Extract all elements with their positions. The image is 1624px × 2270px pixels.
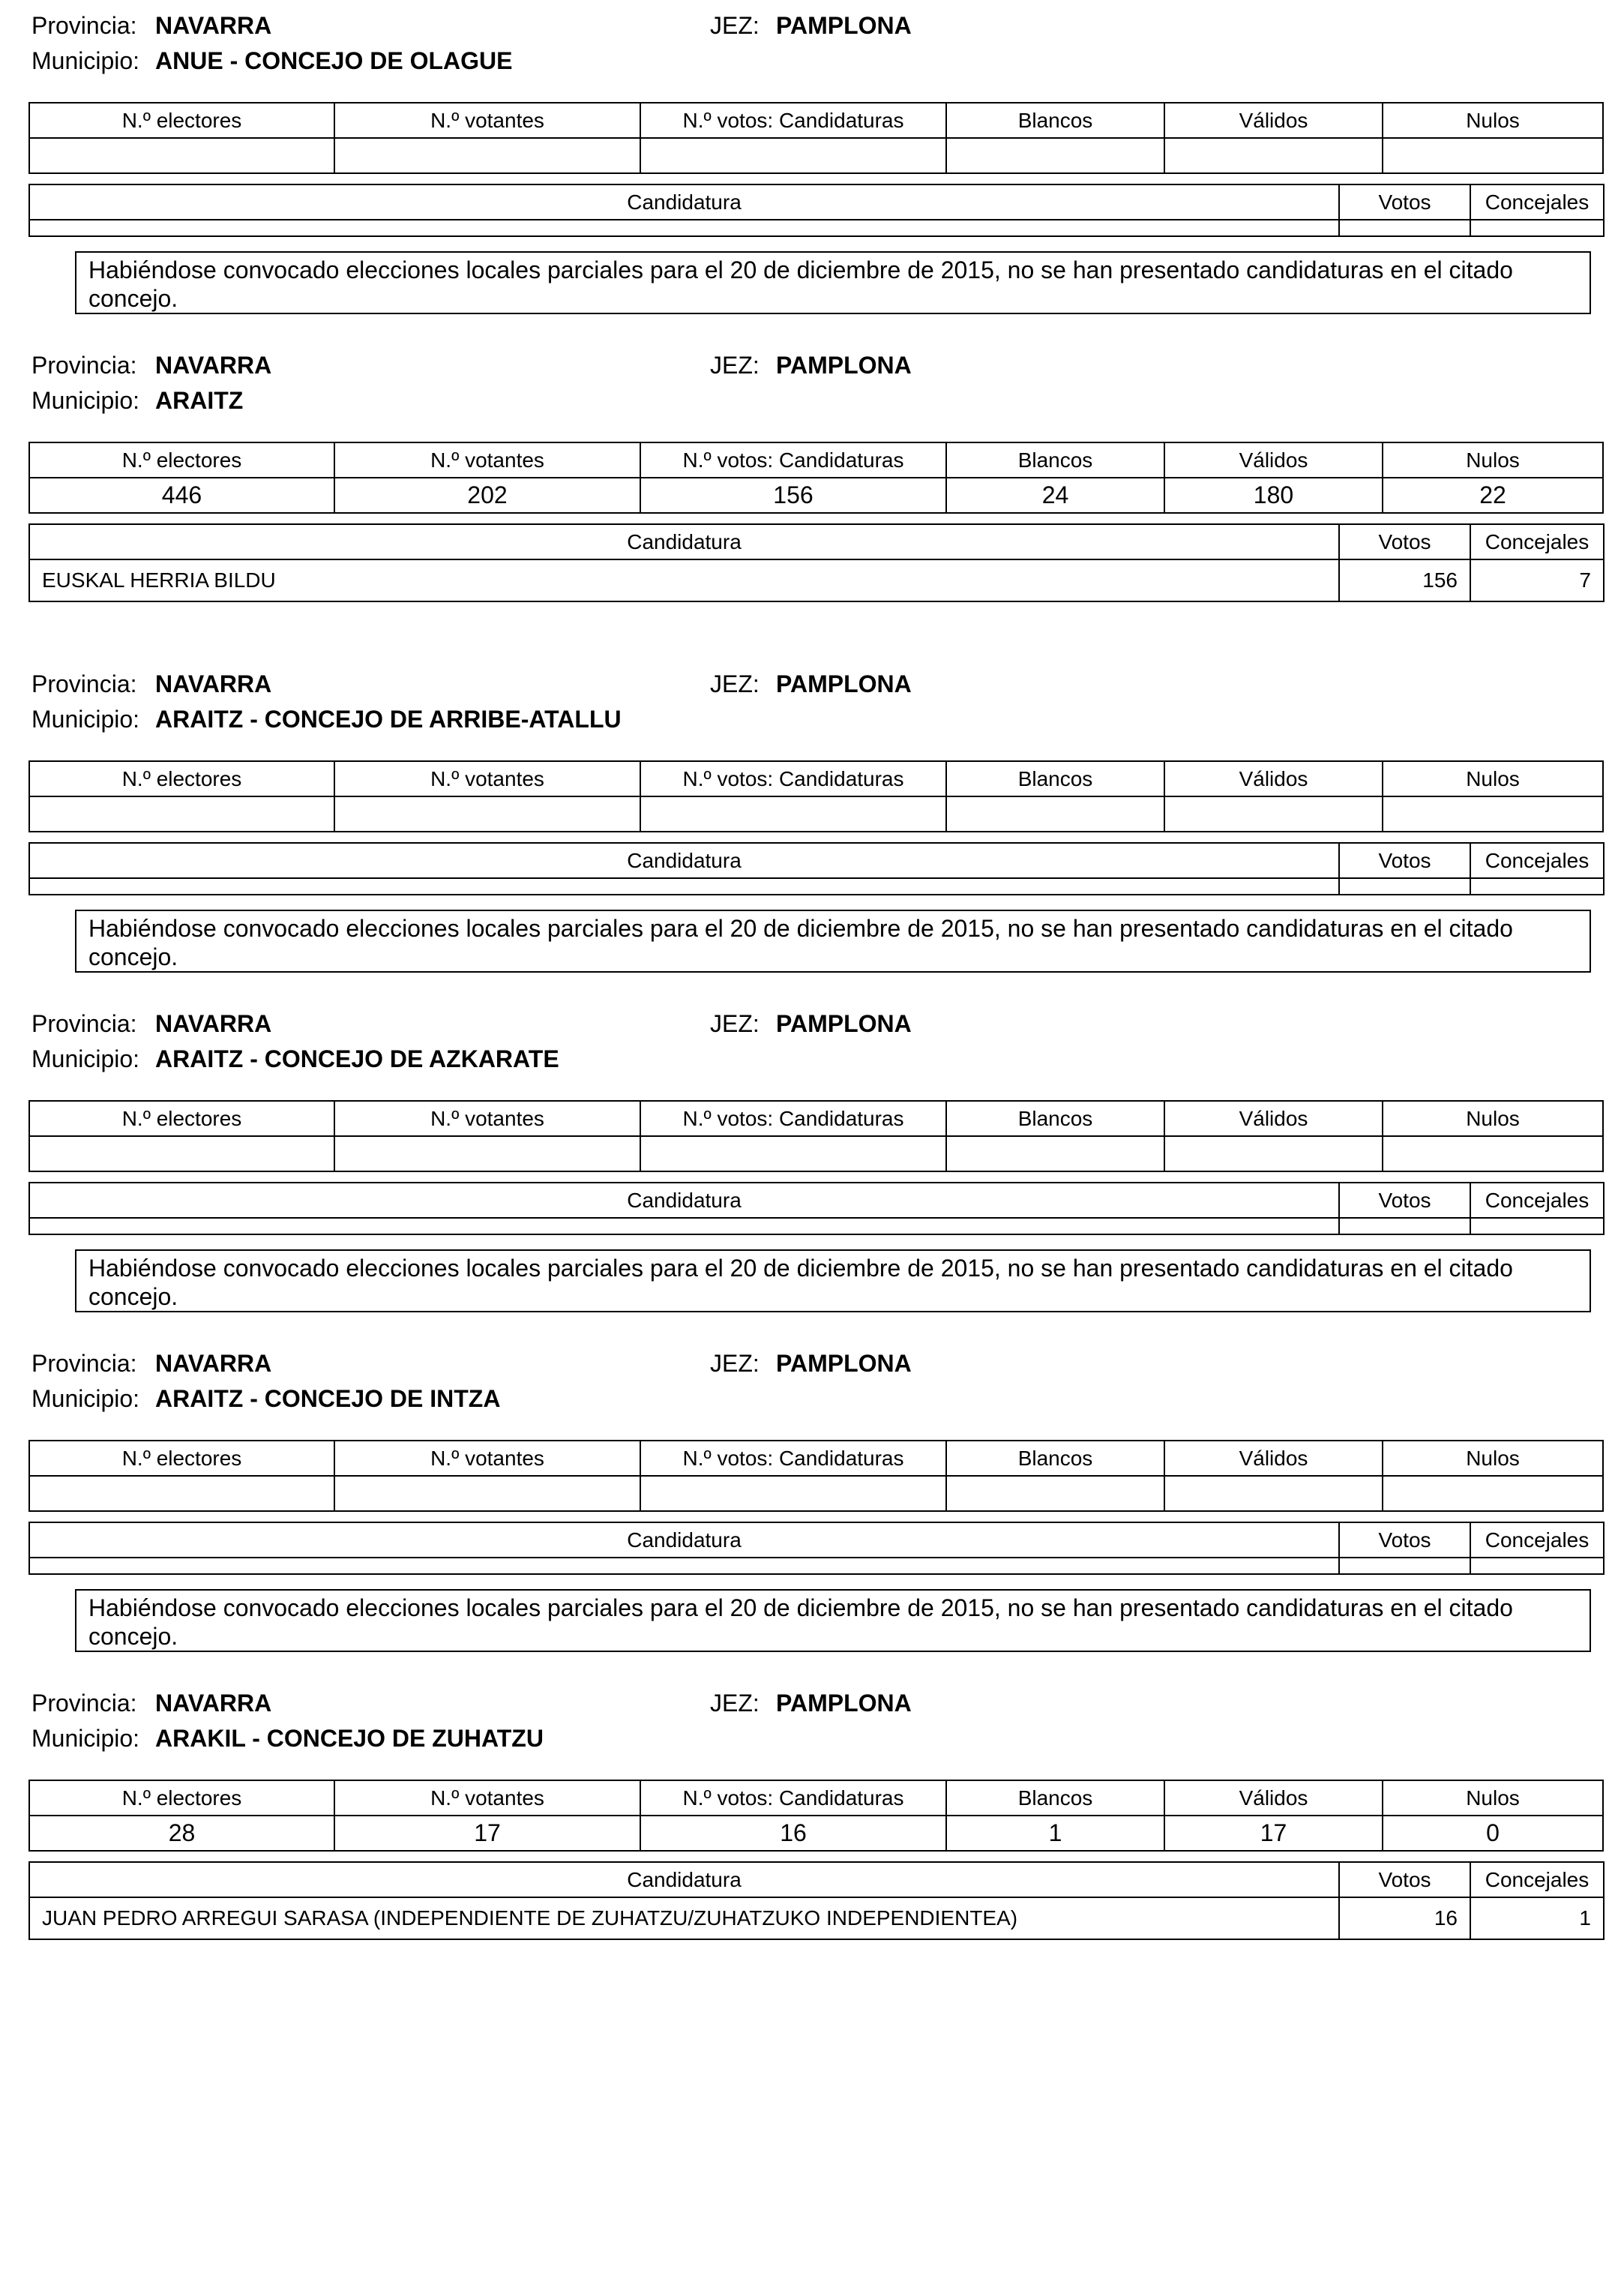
provincia-label: Provincia: bbox=[31, 1350, 137, 1377]
cand-header-cell: Concejales bbox=[1470, 1183, 1604, 1218]
cand-header-cell: Votos bbox=[1339, 524, 1470, 559]
empty-cell bbox=[1470, 220, 1604, 236]
empty-cell bbox=[29, 878, 1339, 895]
cand-header-cell: Votos bbox=[1339, 1862, 1470, 1897]
jez-label: JEZ: bbox=[710, 352, 760, 379]
cand-header-cell: Concejales bbox=[1470, 524, 1604, 559]
stats-header-cell: Nulos bbox=[1383, 1441, 1603, 1476]
stats-header-cell: N.º votos: Candidaturas bbox=[640, 103, 946, 138]
cand-header-cell: Concejales bbox=[1470, 1862, 1604, 1897]
provincia-value: NAVARRA bbox=[155, 670, 272, 697]
empty-cell bbox=[1339, 878, 1470, 895]
stats-value-cell: 202 bbox=[334, 478, 640, 513]
stats-value-cell bbox=[1383, 796, 1603, 832]
stats-value-cell bbox=[334, 796, 640, 832]
candidaturas-table bbox=[28, 184, 1605, 237]
empty-cell bbox=[1470, 878, 1604, 895]
municipio-value: ARAITZ - CONCEJO DE INTZA bbox=[155, 1385, 501, 1412]
jez-label: JEZ: bbox=[710, 670, 760, 697]
municipio-section bbox=[0, 667, 1624, 982]
stats-value-cell bbox=[334, 1476, 640, 1511]
stats-value-cell: 0 bbox=[1383, 1816, 1603, 1851]
candidaturas-table bbox=[28, 1522, 1605, 1575]
stats-table bbox=[28, 1780, 1604, 1852]
jez-label: JEZ: bbox=[710, 1350, 760, 1377]
jez-value: PAMPLONA bbox=[776, 12, 912, 39]
provincia-value: NAVARRA bbox=[155, 1690, 272, 1717]
stats-header-cell: N.º votantes bbox=[334, 761, 640, 796]
stats-value-cell: 446 bbox=[29, 478, 334, 513]
cand-header-cell: Candidatura bbox=[29, 1862, 1339, 1897]
candidatura-concejales: 1 bbox=[1470, 1897, 1604, 1939]
table-row bbox=[29, 1558, 1604, 1574]
municipio-section bbox=[0, 9, 1624, 324]
provincia-value: NAVARRA bbox=[155, 1350, 272, 1377]
note-box: Habiéndose convocado elecciones locales parciales para el 20 de diciembre de 2015, no se han presentado candidaturas en el citado concejo. bbox=[75, 1249, 1591, 1312]
stats-header-cell: N.º electores bbox=[29, 1780, 334, 1816]
stats-header-cell: N.º electores bbox=[29, 103, 334, 138]
cand-header-cell: Candidatura bbox=[29, 184, 1339, 220]
stats-value-cell bbox=[1383, 1136, 1603, 1171]
stats-value-cell bbox=[29, 1476, 334, 1511]
table-row bbox=[29, 1897, 1604, 1939]
stats-value-cell bbox=[1164, 1136, 1383, 1171]
table-row bbox=[29, 559, 1604, 601]
cand-header-cell: Votos bbox=[1339, 184, 1470, 220]
jez-label: JEZ: bbox=[710, 1690, 760, 1717]
stats-header-cell: Válidos bbox=[1164, 1780, 1383, 1816]
stats-value-cell bbox=[640, 796, 946, 832]
stats-header-cell: Válidos bbox=[1164, 442, 1383, 478]
stats-header-cell: Blancos bbox=[946, 442, 1164, 478]
stats-header-cell: N.º votos: Candidaturas bbox=[640, 1780, 946, 1816]
stats-value-cell: 17 bbox=[1164, 1816, 1383, 1851]
municipio-label: Municipio: bbox=[31, 706, 140, 733]
candidatura-name: JUAN PEDRO ARREGUI SARASA (INDEPENDIENTE DE ZUHATZU/ZUHATZUKO INDEPENDIENTEA) bbox=[29, 1897, 1339, 1939]
cand-header-cell: Concejales bbox=[1470, 1522, 1604, 1558]
stats-header-cell: N.º electores bbox=[29, 442, 334, 478]
stats-header-cell: N.º votos: Candidaturas bbox=[640, 1101, 946, 1136]
stats-table bbox=[28, 1100, 1604, 1172]
provincia-value: NAVARRA bbox=[155, 12, 272, 39]
stats-header-cell: Válidos bbox=[1164, 1441, 1383, 1476]
stats-value-cell bbox=[946, 796, 1164, 832]
stats-header-cell: N.º votos: Candidaturas bbox=[640, 761, 946, 796]
stats-header-cell: Blancos bbox=[946, 1441, 1164, 1476]
table-row bbox=[29, 1218, 1604, 1234]
stats-header-cell: Nulos bbox=[1383, 1101, 1603, 1136]
stats-value-cell bbox=[640, 1476, 946, 1511]
stats-header-cell: N.º votantes bbox=[334, 442, 640, 478]
jez-value: PAMPLONA bbox=[776, 1010, 912, 1037]
cand-header-cell: Concejales bbox=[1470, 843, 1604, 878]
empty-cell bbox=[1339, 1558, 1470, 1574]
stats-header-cell: N.º votantes bbox=[334, 1780, 640, 1816]
stats-value-cell: 16 bbox=[640, 1816, 946, 1851]
stats-value-cell bbox=[640, 138, 946, 173]
stats-header-cell: N.º votantes bbox=[334, 103, 640, 138]
provincia-value: NAVARRA bbox=[155, 1010, 272, 1037]
cand-header-cell: Candidatura bbox=[29, 1183, 1339, 1218]
candidaturas-table bbox=[28, 842, 1605, 895]
note-box: Habiéndose convocado elecciones locales parciales para el 20 de diciembre de 2015, no se han presentado candidaturas en el citado concejo. bbox=[75, 910, 1591, 973]
candidatura-concejales: 7 bbox=[1470, 559, 1604, 601]
stats-header-cell: N.º votos: Candidaturas bbox=[640, 442, 946, 478]
stats-header-cell: Blancos bbox=[946, 103, 1164, 138]
table-row bbox=[29, 878, 1604, 895]
candidatura-votos: 156 bbox=[1339, 559, 1470, 601]
stats-value-cell: 180 bbox=[1164, 478, 1383, 513]
municipio-label: Municipio: bbox=[31, 1385, 140, 1412]
stats-value-cell bbox=[946, 138, 1164, 173]
stats-header-cell: N.º electores bbox=[29, 761, 334, 796]
candidatura-name: EUSKAL HERRIA BILDU bbox=[29, 559, 1339, 601]
stats-value-cell bbox=[334, 1136, 640, 1171]
stats-header-cell: Válidos bbox=[1164, 103, 1383, 138]
stats-header-cell: N.º votos: Candidaturas bbox=[640, 1441, 946, 1476]
stats-value-cell bbox=[1164, 1476, 1383, 1511]
stats-value-cell bbox=[1164, 796, 1383, 832]
stats-table bbox=[28, 1440, 1604, 1512]
empty-cell bbox=[29, 1558, 1339, 1574]
candidaturas-table bbox=[28, 1182, 1605, 1235]
stats-value-cell bbox=[946, 1136, 1164, 1171]
cand-header-cell: Votos bbox=[1339, 843, 1470, 878]
stats-value-cell: 1 bbox=[946, 1816, 1164, 1851]
empty-cell bbox=[1470, 1218, 1604, 1234]
note-box: Habiéndose convocado elecciones locales parciales para el 20 de diciembre de 2015, no se han presentado candidaturas en el citado concejo. bbox=[75, 1589, 1591, 1652]
cand-header-cell: Candidatura bbox=[29, 524, 1339, 559]
stats-header-cell: Nulos bbox=[1383, 103, 1603, 138]
stats-value-cell: 24 bbox=[946, 478, 1164, 513]
provincia-label: Provincia: bbox=[31, 1690, 137, 1717]
cand-header-cell: Candidatura bbox=[29, 1522, 1339, 1558]
stats-header-cell: N.º votantes bbox=[334, 1441, 640, 1476]
empty-cell bbox=[1470, 1558, 1604, 1574]
stats-table bbox=[28, 760, 1604, 832]
candidatura-votos: 16 bbox=[1339, 1897, 1470, 1939]
stats-header-cell: Blancos bbox=[946, 1101, 1164, 1136]
note-box: Habiéndose convocado elecciones locales parciales para el 20 de diciembre de 2015, no se han presentado candidaturas en el citado concejo. bbox=[75, 251, 1591, 314]
municipio-section bbox=[0, 1007, 1624, 1322]
stats-value-cell bbox=[29, 1136, 334, 1171]
cand-header-cell: Concejales bbox=[1470, 184, 1604, 220]
provincia-label: Provincia: bbox=[31, 352, 137, 379]
municipio-section bbox=[0, 1347, 1624, 1662]
stats-value-cell bbox=[29, 796, 334, 832]
jez-label: JEZ: bbox=[710, 1010, 760, 1037]
stats-header-cell: Válidos bbox=[1164, 1101, 1383, 1136]
stats-value-cell: 156 bbox=[640, 478, 946, 513]
stats-value-cell bbox=[334, 138, 640, 173]
stats-header-cell: Válidos bbox=[1164, 761, 1383, 796]
stats-header-cell: N.º electores bbox=[29, 1441, 334, 1476]
municipio-section bbox=[0, 1687, 1624, 2270]
empty-cell bbox=[29, 1218, 1339, 1234]
cand-header-cell: Votos bbox=[1339, 1522, 1470, 1558]
jez-value: PAMPLONA bbox=[776, 1350, 912, 1377]
provincia-label: Provincia: bbox=[31, 12, 137, 39]
stats-value-cell bbox=[640, 1136, 946, 1171]
stats-value-cell: 28 bbox=[29, 1816, 334, 1851]
stats-value-cell bbox=[1164, 138, 1383, 173]
municipio-label: Municipio: bbox=[31, 47, 140, 74]
municipio-value: ARAITZ - CONCEJO DE AZKARATE bbox=[155, 1045, 559, 1072]
municipio-label: Municipio: bbox=[31, 387, 140, 414]
jez-value: PAMPLONA bbox=[776, 352, 912, 379]
stats-header-cell: Nulos bbox=[1383, 442, 1603, 478]
jez-value: PAMPLONA bbox=[776, 670, 912, 697]
stats-header-cell: Blancos bbox=[946, 761, 1164, 796]
empty-cell bbox=[1339, 220, 1470, 236]
stats-header-cell: Blancos bbox=[946, 1780, 1164, 1816]
stats-table bbox=[28, 102, 1604, 174]
stats-value-cell bbox=[29, 138, 334, 173]
provincia-label: Provincia: bbox=[31, 1010, 137, 1037]
stats-value-cell bbox=[1383, 1476, 1603, 1511]
provincia-label: Provincia: bbox=[31, 670, 137, 697]
empty-cell bbox=[1339, 1218, 1470, 1234]
jez-label: JEZ: bbox=[710, 12, 760, 39]
candidaturas-table bbox=[28, 523, 1605, 602]
municipio-value: ANUE - CONCEJO DE OLAGUE bbox=[155, 47, 513, 74]
municipio-value: ARAITZ - CONCEJO DE ARRIBE-ATALLU bbox=[155, 706, 622, 733]
cand-header-cell: Candidatura bbox=[29, 843, 1339, 878]
stats-value-cell bbox=[946, 1476, 1164, 1511]
stats-table bbox=[28, 442, 1604, 514]
municipio-label: Municipio: bbox=[31, 1045, 140, 1072]
stats-header-cell: N.º votantes bbox=[334, 1101, 640, 1136]
stats-value-cell bbox=[1383, 138, 1603, 173]
stats-header-cell: Nulos bbox=[1383, 1780, 1603, 1816]
stats-header-cell: Nulos bbox=[1383, 761, 1603, 796]
cand-header-cell: Votos bbox=[1339, 1183, 1470, 1218]
provincia-value: NAVARRA bbox=[155, 352, 272, 379]
candidaturas-table bbox=[28, 1861, 1605, 1940]
stats-value-cell: 17 bbox=[334, 1816, 640, 1851]
municipio-value: ARAITZ bbox=[155, 387, 244, 414]
municipio-value: ARAKIL - CONCEJO DE ZUHATZU bbox=[155, 1725, 544, 1752]
table-row bbox=[29, 220, 1604, 236]
stats-value-cell: 22 bbox=[1383, 478, 1603, 513]
municipio-label: Municipio: bbox=[31, 1725, 140, 1752]
jez-value: PAMPLONA bbox=[776, 1690, 912, 1717]
stats-header-cell: N.º electores bbox=[29, 1101, 334, 1136]
empty-cell bbox=[29, 220, 1339, 236]
